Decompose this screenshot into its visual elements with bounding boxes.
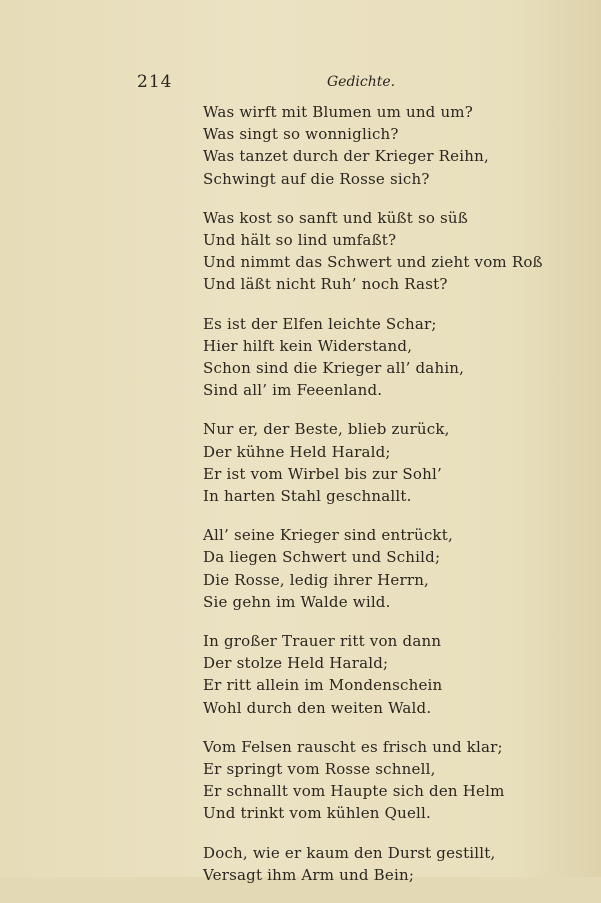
verse-line: Er schnallt vom Haupte sich den Helm xyxy=(203,782,505,801)
verse-line: Es ist der Elfen leichte Schar; xyxy=(203,314,437,333)
verse-line: Versagt ihm Arm und Bein; xyxy=(203,865,415,884)
verse-line: Wohl durch den weiten Wald. xyxy=(203,698,432,717)
stanza xyxy=(203,207,563,296)
verse-line: Und trinkt vom kühlen Quell. xyxy=(203,804,432,823)
verse-line: Schon sind die Krieger all’ dahin, xyxy=(203,359,465,378)
verse-line: Was tanzet durch der Krieger Reihn, xyxy=(203,147,489,166)
verse-line: Und nimmt das Schwert und zieht vom Roß xyxy=(203,253,543,272)
verse-line: Der kühne Held Harald; xyxy=(203,442,391,461)
stanza xyxy=(203,842,563,886)
verse-line: Was singt so wonniglich? xyxy=(203,125,399,144)
verse-line: All’ seine Krieger sind entrückt, xyxy=(203,526,453,545)
verse-line: Was wirft mit Blumen um und um? xyxy=(203,103,473,121)
verse-line: Doch, wie er kaum den Durst gestillt, xyxy=(203,843,496,862)
stanza xyxy=(203,313,563,402)
verse-line: In großer Trauer ritt von dann xyxy=(203,632,442,651)
verse-line: Da liegen Schwert und Schild; xyxy=(203,548,441,567)
stanza xyxy=(203,736,563,825)
verse-line: Und läßt nicht Ruh’ noch Rast? xyxy=(203,275,448,294)
stanza xyxy=(203,524,563,613)
verse-line: Sind all’ im Feeenland. xyxy=(203,381,383,400)
verse-line: Nur er, der Beste, blieb zurück, xyxy=(203,420,450,439)
verse-line: Vom Felsen rauscht es frisch und klar; xyxy=(203,737,503,756)
running-title: Gedichte. xyxy=(327,74,396,90)
poem-body xyxy=(203,101,563,903)
verse-line: Er ritt allein im Mondenschein xyxy=(203,676,443,695)
verse-line: Er springt vom Rosse schnell, xyxy=(203,760,436,779)
verse-line: In harten Stahl geschnallt. xyxy=(203,487,412,506)
stanza xyxy=(203,630,563,719)
verse-line: Der stolze Held Harald; xyxy=(203,654,389,673)
verse-line: Er ist vom Wirbel bis zur Sohl’ xyxy=(203,464,442,483)
verse-line: Sie gehn im Walde wild. xyxy=(203,592,391,611)
verse-line: Was kost so sanft und küßt so süß xyxy=(203,208,469,227)
page-number: 214 xyxy=(137,72,173,92)
verse-line: Schwingt auf die Rosse sich? xyxy=(203,169,430,188)
stanza xyxy=(203,418,563,507)
verse-line: Und hält so lind umfaßt? xyxy=(203,231,397,250)
stanza xyxy=(203,101,563,190)
verse-line: Hier hilft kein Widerstand, xyxy=(203,336,413,355)
verse-line: Die Rosse, ledig ihrer Herrn, xyxy=(203,570,430,589)
